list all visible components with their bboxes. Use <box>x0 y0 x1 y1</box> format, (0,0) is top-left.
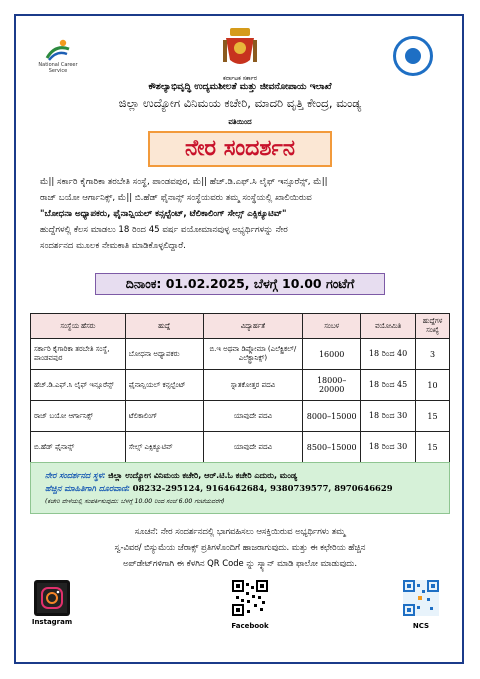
instruction-note <box>40 523 440 571</box>
instagram-qr-icon[interactable] <box>34 580 70 616</box>
cell-age: 18 ರಿಂದ 40 <box>361 339 416 370</box>
karnataka-emblem <box>208 26 272 83</box>
contact-label: ಹೆಚ್ಚಿನ ಮಾಹಿತಿಗಾಗಿ ದೂರವಾಣಿ: <box>45 484 131 493</box>
header-count: ಹುದ್ದೆಗಳ ಸಂಖ್ಯೆ <box>416 314 450 339</box>
cell-company: ಬಿ.ಹೆಡ್ ಫೈನಾನ್ಸ್ <box>31 432 126 463</box>
cell-salary: 16000 <box>303 339 361 370</box>
emblem-caption: ಕರ್ನಾಟಕ ಸರ್ಕಾರ <box>222 75 258 82</box>
intro-line: "ಬೋಧನಾ ಅಧ್ಯಾಪಕರು, ಫೈನಾನ್ಷಿಯಲ್ ಕನ್ಸಲ್ಟೆಂಟ್, ಟೆಲಿಕಾಲಿಂಗ್ ಸೇಲ್ಸ್ ಎಕ್ಸಿಕ್ಯೂಟಿವ್" <box>40 209 287 219</box>
employment-seal-icon <box>393 36 433 76</box>
cell-qualification: ಯಾವುದೇ ಪದವಿ <box>203 401 303 432</box>
cell-company: ಹೆಚ್.ಡಿ.ಎಫ್.ಸಿ ಲೈಫ್ ಇನ್ಸೂರೆನ್ಸ್ <box>31 370 126 401</box>
header-age: ವಯೋಮಿತಿ <box>361 314 416 339</box>
intro-paragraph <box>40 174 440 254</box>
cell-qualification: ಯಾವುದೇ ಪದವಿ <box>203 432 303 463</box>
office-time-note: (ಕಚೇರಿ ವೇಳೆಯಲ್ಲಿ ಸಂಪರ್ಕಿಸುವುದು: ಬೆಳಗ್ಗೆ 10.00 ರಿಂದ ಸಂಜೆ 6.00 ಗಂಟೆಯವರೆಗೆ) <box>45 498 225 505</box>
ncs-logo <box>30 38 86 74</box>
header-qualification: ವಿದ್ಯಾರ್ಹತೆ <box>203 314 303 339</box>
cell-company: ಸರ್ಕಾರಿ ಕೈಗಾರಿಕಾ ತರಬೇತಿ ಸಂಸ್ಥೆ, ಪಾಂಡವಪುರ <box>31 339 126 370</box>
table-row <box>31 432 450 463</box>
venue-place: ಜಿಲ್ಲಾ ಉದ್ಯೋಗ ವಿನಿಮಯ ಕಚೇರಿ, ಆರ್.ಟಿ.ಓ ಕಚೇರಿ ಎದುರು, ಮಂಡ್ಯ <box>108 471 298 480</box>
venue-box <box>30 462 450 514</box>
contact-line <box>45 482 435 495</box>
intro-line: ರಾಜ್ ಬಯೋ ಆರ್ಗಾನಿಕ್ಸ್, ಮೆ|| ಬಿ.ಹೆಡ್ ಫೈನಾನ್ಸ್ ಸಂಸ್ಥೆಯವರು ತಮ್ಮ ಸಂಸ್ಥೆಯಲ್ಲಿ ಖಾಲಿಯಿರುವ <box>40 193 312 203</box>
ncs-caption: National Career Service <box>38 62 78 74</box>
cell-post: ಫೈನಾನ್ಷಿಯಲ್ ಕನ್ಸಲ್ಟೆಂಟ್ <box>125 370 203 401</box>
cell-count: 15 <box>416 432 450 463</box>
page-title: ನೇರ ಸಂದರ್ಶನ <box>148 131 332 167</box>
via-label: ವತಿಯಿಂದ <box>228 118 252 126</box>
cell-company: ರಾಜ್ ಬಯೋ ಆರ್ಗಾನಿಕ್ಸ್ <box>31 401 126 432</box>
cell-qualification: ಸ್ನಾತಕೋತ್ತರ ಪದವಿ <box>203 370 303 401</box>
venue-label: ನೇರ ಸಂದರ್ಶನದ ಸ್ಥಳ: <box>45 471 106 480</box>
facebook-qr-icon[interactable] <box>232 580 268 616</box>
intro-line: ಸಂದರ್ಶನದ ಮೂಲಕ ನೇಮಕಾತಿ ಮಾಡಿಕೊಳ್ಳಲಿದ್ದಾರೆ. <box>40 241 186 251</box>
cell-post: ಸೇಲ್ಸ್ ಎಕ್ಸಿಕ್ಯೂಟಿವ್ <box>125 432 203 463</box>
cell-count: 10 <box>416 370 450 401</box>
jobs-table <box>30 313 450 463</box>
instagram-label: Instagram <box>31 618 73 626</box>
interview-date: ದಿನಾಂಕ: 01.02.2025, ಬೆಳಗ್ಗೆ 10.00 ಗಂಟೆಗೆ <box>95 273 385 295</box>
contact-numbers: 08232-295124, 9164642684, 9380739577, 8970646629 <box>132 483 393 493</box>
table-row <box>31 401 450 432</box>
cell-salary: 18000–20000 <box>303 370 361 401</box>
cell-count: 3 <box>416 339 450 370</box>
ncs-qr-icon[interactable] <box>403 580 439 616</box>
header-salary: ಸಂಬಳ <box>303 314 361 339</box>
cell-age: 18 ರಿಂದ 30 <box>361 432 416 463</box>
office-name: ಜಿಲ್ಲಾ ಉದ್ಯೋಗ ವಿನಿಮಯ ಕಚೇರಿ, ಮಾದರಿ ವೃತ್ತಿ ಕೇಂದ್ರ, ಮಂಡ್ಯ <box>118 96 362 110</box>
cell-age: 18 ರಿಂದ 30 <box>361 401 416 432</box>
header-company: ಸಂಸ್ಥೆಯ ಹೆಸರು <box>31 314 126 339</box>
header-post: ಹುದ್ದೆ <box>125 314 203 339</box>
intro-line: ಮೆ|| ಸರ್ಕಾರಿ ಕೈಗಾರಿಕಾ ತರಬೇತಿ ಸಂಸ್ಥೆ, ಪಾಂಡವಪುರ, ಮೆ|| ಹೆಚ್.ಡಿ.ಎಫ್.ಸಿ ಲೈಫ್ ಇನ್ಸೂರೆನ್ಸ್, ಮೆ|| <box>40 177 328 187</box>
ncs-label: NCS <box>412 622 430 630</box>
venue-line <box>45 469 435 482</box>
facebook-label: Facebook <box>231 622 269 630</box>
note-line: ಸೂಚನೆ: ನೇರ ಸಂದರ್ಶನದಲ್ಲಿ ಭಾಗವಹಿಸಲು ಆಸಕ್ತಿಯಿರುವ ಅಭ್ಯರ್ಥಿಗಳು ತಮ್ಮ <box>134 526 346 536</box>
cell-count: 15 <box>416 401 450 432</box>
cell-salary: 8000–15000 <box>303 401 361 432</box>
intro-line: ಹುದ್ದೆಗಳಲ್ಲಿ ಕೆಲಸ ಮಾಡಲು 18 ರಿಂದ 45 ವರ್ಷ ವಯೋಮಾನವುಳ್ಳ ಅಭ್ಯರ್ಥಿಗಳನ್ನು ನೇರ <box>40 225 288 235</box>
cell-salary: 8500–15000 <box>303 432 361 463</box>
department-name: ಕೌಶಲ್ಯಾಭಿವೃದ್ಧಿ ಉದ್ಯಮಶೀಲತೆ ಮತ್ತು ಜೀವನೋಪಾಯ ಇಲಾಖೆ <box>148 82 332 92</box>
note-line: ಸ್ವ-ವಿವರ/ ಬಿಸ್ಯುಮೆಯ ಜೆರಾಕ್ಸ್ ಪ್ರತಿಗಳೊಂದಿಗೆ ಹಾಜರಾಗುವುದು. ಮತ್ತು ಈ ಕಛೇರಿಯ ಹೆಚ್ಚಿನ <box>114 542 366 552</box>
cell-post: ಟೆಲಿಕಾಲಿಂಗ್ <box>125 401 203 432</box>
table-row <box>31 370 450 401</box>
table-header-row <box>31 314 450 339</box>
table-row <box>31 339 450 370</box>
cell-age: 18 ರಿಂದ 45 <box>361 370 416 401</box>
cell-post: ಬೋಧನಾ ಅಧ್ಯಾಪಕರು <box>125 339 203 370</box>
cell-qualification: ಬಿ.ಇ ಅಥವಾ ಡಿಪ್ಲೋಮಾ (ಎಲೆಕ್ಟ್ರಿಕಲ್/ಎಲೆಕ್ಟ್ರಾನಿಕ್ಸ್) <box>203 339 303 370</box>
note-line: ಅಪ್‌ಡೇಟ್‌ಗಳಿಗಾಗಿ ಈ ಕೆಳಗಿನ QR Code ನ್ನು ಸ್ಕ್ಯಾನ್ ಮಾಡಿ ಫಾಲೋ ಮಾಡುವುದು. <box>122 558 358 568</box>
